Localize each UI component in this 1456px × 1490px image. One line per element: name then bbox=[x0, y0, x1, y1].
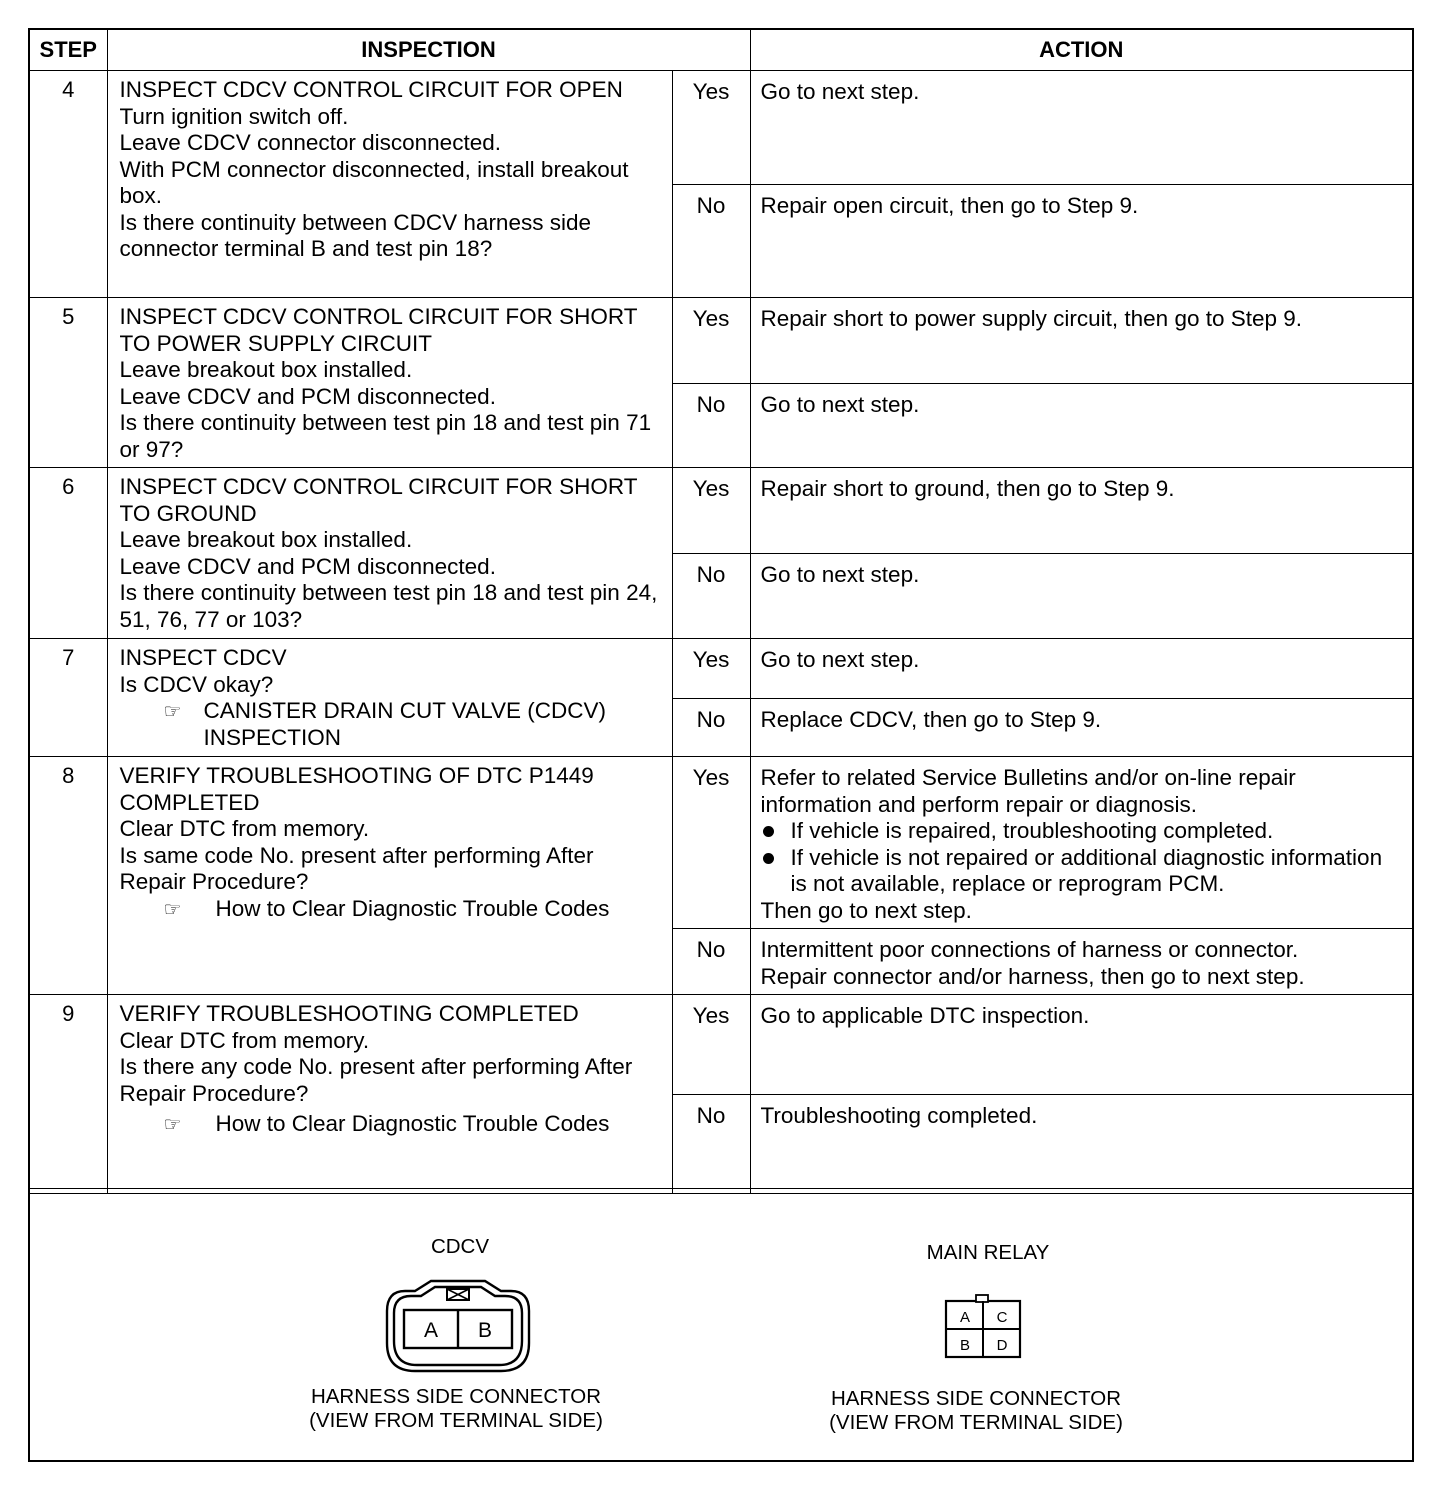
inspection-question: Is CDCV okay? bbox=[119, 671, 274, 697]
inspection-cell bbox=[107, 639, 672, 757]
action-bullet: If vehicle is not repaired or additional diagnostic information is not available, replace or reprogram PCM. bbox=[761, 845, 1405, 898]
yes-action: Repair short to power supply circuit, then go to Step 9. bbox=[750, 298, 1412, 384]
inspection-title: VERIFY TROUBLESHOOTING OF DTC P1449 COMPLETED bbox=[119, 763, 594, 815]
inspection-question: Is there continuity between CDCV harness side connector terminal B and test pin 18? bbox=[119, 209, 591, 261]
inspection-line: Leave CDCV and PCM disconnected. bbox=[119, 383, 496, 409]
step-number: 9 bbox=[30, 995, 107, 1194]
cdcv-title: CDCV bbox=[430, 1235, 490, 1258]
connector-figures bbox=[30, 1188, 1412, 1460]
reference-text: How to Clear Diagnostic Trouble Codes bbox=[215, 895, 610, 921]
yes-action-cell bbox=[750, 757, 1412, 929]
step-row-9-yes bbox=[30, 995, 1412, 1095]
main-relay-connector-diagram bbox=[942, 1293, 1022, 1361]
inspection-line: Clear DTC from memory. bbox=[119, 1027, 370, 1053]
no-action: Troubleshooting completed. bbox=[750, 1095, 1412, 1194]
diagnostic-sheet bbox=[28, 28, 1414, 1462]
no-action: Go to next step. bbox=[750, 554, 1412, 639]
step-row-4-yes bbox=[30, 71, 1412, 185]
yes-label: Yes bbox=[672, 757, 750, 929]
inspection-line: Leave CDCV connector disconnected. bbox=[119, 130, 501, 155]
pointing-hand-icon: ☞ bbox=[163, 701, 182, 723]
relay-terminal: D bbox=[996, 1337, 1008, 1354]
step-row-5-yes bbox=[30, 298, 1412, 384]
inspection-cell bbox=[107, 995, 672, 1194]
no-action-2: Repair connector and/or harness, then go to next step. bbox=[760, 963, 1305, 989]
action-bullet: If vehicle is repaired, troubleshooting completed. bbox=[761, 818, 1405, 845]
reference-link bbox=[120, 1111, 662, 1138]
yes-label: Yes bbox=[672, 995, 750, 1095]
inspection-cell bbox=[107, 71, 672, 298]
cdcv-connector-diagram bbox=[385, 1277, 531, 1377]
no-label: No bbox=[672, 929, 750, 995]
inspection-question: Is same code No. present after performing After Repair Procedure? bbox=[119, 842, 594, 894]
no-action: Replace CDCV, then go to Step 9. bbox=[750, 699, 1412, 757]
troubleshooting-table bbox=[30, 30, 1412, 1194]
reference-link bbox=[120, 698, 662, 751]
no-label: No bbox=[672, 185, 750, 298]
yes-label: Yes bbox=[672, 298, 750, 384]
relay-terminal: A bbox=[959, 1309, 971, 1326]
step-number: 7 bbox=[30, 639, 107, 757]
inspection-line: Leave breakout box installed. bbox=[119, 357, 413, 382]
main-relay-caption-line-1: HARNESS SIDE CONNECTOR bbox=[830, 1387, 1122, 1410]
header-inspection: INSPECTION bbox=[107, 30, 750, 71]
inspection-title: VERIFY TROUBLESHOOTING COMPLETED bbox=[119, 1001, 579, 1026]
inspection-cell bbox=[107, 757, 672, 995]
reference-text: CANISTER DRAIN CUT VALVE (CDCV) INSPECTION bbox=[203, 698, 607, 750]
header-action: ACTION bbox=[750, 30, 1412, 71]
inspection-line: Turn ignition switch off. bbox=[119, 103, 349, 129]
step-number: 8 bbox=[30, 757, 107, 995]
no-action: Repair open circuit, then go to Step 9. bbox=[750, 185, 1412, 298]
no-action: Intermittent poor connections of harness or connector. bbox=[760, 937, 1299, 962]
inspection-line: Leave CDCV and PCM disconnected. bbox=[119, 553, 496, 579]
pointing-hand-icon: ☞ bbox=[163, 1114, 182, 1136]
step-row-7-yes bbox=[30, 639, 1412, 699]
inspection-cell bbox=[107, 468, 672, 639]
main-relay-title: MAIN RELAY bbox=[926, 1241, 1050, 1264]
yes-label: Yes bbox=[672, 71, 750, 185]
no-label: No bbox=[672, 554, 750, 639]
yes-label: Yes bbox=[672, 468, 750, 554]
relay-terminal: B bbox=[959, 1337, 971, 1354]
step-row-6-yes bbox=[30, 468, 1412, 554]
reference-text: How to Clear Diagnostic Trouble Codes bbox=[215, 1111, 610, 1136]
inspection-title: INSPECT CDCV CONTROL CIRCUIT FOR SHORT TO GROUND bbox=[119, 474, 638, 526]
step-number: 6 bbox=[30, 468, 107, 639]
reference-link bbox=[120, 896, 662, 923]
no-label: No bbox=[672, 699, 750, 757]
inspection-question: Is there any code No. present after performing After Repair Procedure? bbox=[119, 1054, 633, 1106]
yes-action: Go to next step. bbox=[750, 639, 1412, 699]
yes-action: Repair short to ground, then go to Step 9. bbox=[750, 468, 1412, 554]
inspection-title: INSPECT CDCV CONTROL CIRCUIT FOR SHORT TO POWER SUPPLY CIRCUIT bbox=[119, 304, 638, 356]
no-action: Go to next step. bbox=[750, 384, 1412, 468]
yes-action: Go to applicable DTC inspection. bbox=[750, 995, 1412, 1095]
inspection-title: INSPECT CDCV bbox=[119, 645, 287, 670]
cdcv-caption-line-2: (VIEW FROM TERMINAL SIDE) bbox=[309, 1409, 603, 1432]
inspection-question: Is there continuity between test pin 18 and test pin 24, 51, 76, 77 or 103? bbox=[119, 580, 658, 632]
step-number: 4 bbox=[30, 71, 107, 298]
header-step: STEP bbox=[30, 30, 107, 71]
no-label: No bbox=[672, 384, 750, 468]
cdcv-caption bbox=[260, 1385, 652, 1433]
cdcv-terminal: B bbox=[477, 1319, 493, 1342]
yes-action: Go to next step. bbox=[750, 71, 1412, 185]
main-relay-caption-line-2: (VIEW FROM TERMINAL SIDE) bbox=[829, 1411, 1123, 1434]
pointing-hand-icon: ☞ bbox=[163, 898, 182, 921]
inspection-cell bbox=[107, 298, 672, 468]
main-relay-caption bbox=[780, 1387, 1172, 1435]
no-action-cell bbox=[750, 929, 1412, 995]
inspection-title: INSPECT CDCV CONTROL CIRCUIT FOR OPEN bbox=[119, 77, 623, 102]
cdcv-caption-line-1: HARNESS SIDE CONNECTOR bbox=[310, 1385, 602, 1408]
yes-label: Yes bbox=[672, 639, 750, 699]
yes-action: Refer to related Service Bulletins and/or on-line repair information and perform repair or diagnosis. bbox=[760, 765, 1296, 817]
action-after: Then go to next step. bbox=[760, 897, 972, 923]
relay-terminal: C bbox=[996, 1309, 1008, 1326]
no-label: No bbox=[672, 1095, 750, 1194]
step-number: 5 bbox=[30, 298, 107, 468]
inspection-question: Is there continuity between test pin 18 and test pin 71 or 97? bbox=[119, 410, 652, 462]
inspection-line: With PCM connector disconnected, install breakout box. bbox=[119, 156, 629, 208]
header-row bbox=[30, 30, 1412, 71]
action-bullet-list bbox=[761, 818, 1405, 898]
inspection-line: Clear DTC from memory. bbox=[119, 816, 370, 841]
cdcv-terminal: A bbox=[423, 1319, 439, 1342]
inspection-line: Leave breakout box installed. bbox=[119, 527, 413, 552]
step-row-8-yes bbox=[30, 757, 1412, 929]
